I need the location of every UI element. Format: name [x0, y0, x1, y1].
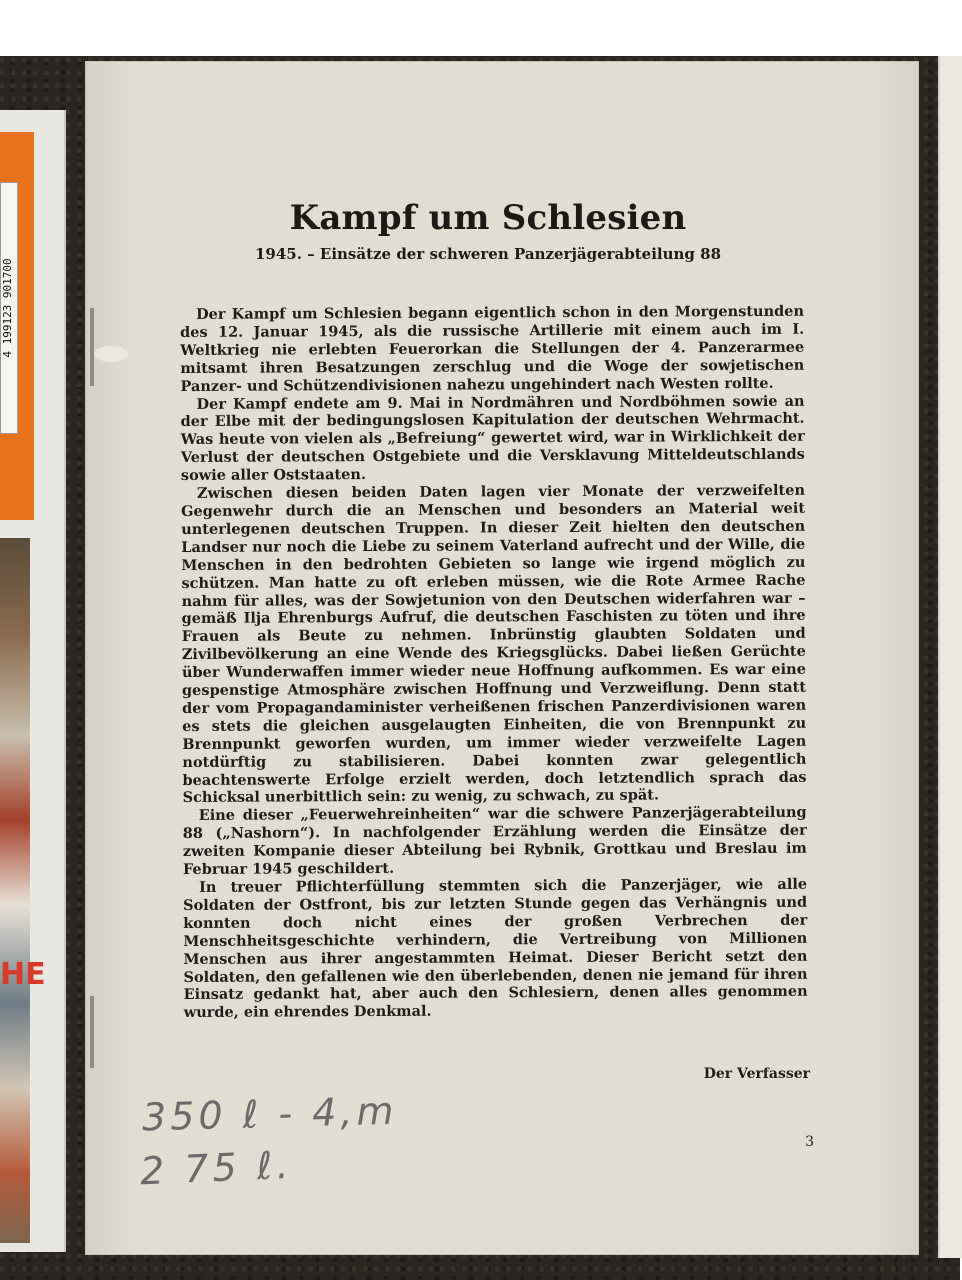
staple-bottom — [90, 996, 94, 1068]
page-subtitle: 1945. – Einsätze der schweren Panzerjägerabteilung 88 — [254, 245, 722, 263]
paragraph: Der Kampf endete am 9. Mai in Nordmähren und Nordböhmen sowie an der Elbe mit der bedingungslosen Kapitulation der deutschen Wehrmacht. Was heute von vielen als „Befreiung“ gewertet wird, war in Wirklichkeit der Verlust der deutschen Ostgebiete und die Versklavung Mitteldeutschlands sowie aller Oststaaten. — [180, 392, 805, 485]
handwritten-note: 2 75 ℓ. — [139, 1142, 294, 1194]
magazine-cover-art — [0, 538, 46, 1243]
magazine-cover-fragment: HE — [0, 957, 46, 992]
staple-tear-mark — [94, 346, 128, 362]
barcode — [0, 182, 18, 434]
paragraph: Eine dieser „Feuerwehreinheiten“ war die schwere Panzerjägerabteilung 88 („Nashorn“). In nachfolgender Erzählung werden die Einsätze der zweiten Kompanie dieser Abteilung bei Rybnik, Grottkau und Breslau im Februar 1945 geschildert. — [182, 804, 807, 879]
right-booklet-edge — [938, 56, 962, 1258]
paragraph: Zwischen diesen beiden Daten lagen vier Monate der verzweifelten Gegenwehr durch die an Menschen und besonders an Material weit unterlegenen deutschen Truppen. In dieser Zeit hielten den deutschen Landser nur noch die Liebe zu seinem Vaterland aufrecht und der Wille, die Menschen in den bedrohten Gebieten so lange wie irgend möglich zu schützen. Man hatte zu oft erleben müssen, wie die Rote Armee Rache nahm für alles, was der Sowjetunion von den Deutschen widerfahren war – gemäß Ilja Ehrenburgs Aufruf, die deutschen Faschisten zu töten und ihre Frauen als Beute zu nehmen. Inbrünstig glaubten Soldaten und Zivilbevölkerung an eine Wende des Kriegsglücks. Dabei ließen Gerüchte über Wunderwaffen immer wieder neue Hoffnung aufkommen. Es war eine gespenstige Atmosphäre zwischen Hoffnung und Verzweiflung. Denn statt der vom Propagandaminister verheißenen frischen Panzerdivisionen waren es stets die gleichen ausgelaugten Einheiten, die von Brennpunkt zu Brennpunkt geworfen wurden, um immer wieder verzweifelte Lagen notdürftig zu stabilisieren. Dabei konnten zwar gelegentlich beachtenswerte Erfolge erzielt werden, doch letztendlich sprach das Schicksal unerbittlich sein: zu wenig, zu schwach, zu spät. — [181, 481, 807, 807]
page-title: Kampf um Schlesien — [289, 198, 687, 238]
handwritten-note: 350 ℓ - 4,m — [141, 1088, 398, 1140]
paragraph: Der Kampf um Schlesien begann eigentlich schon in den Morgenstunden des 12. Januar 1945, als die russische Artillerie mit einem auch im I. Weltkrieg nie erlebten Feuerorkan die Stellungen der 4. Panzerarmee mitsamt ihren Besatzungen zerschlug und die Woge der sowjetischen Panzer- und Schützendivisionen nahezu ungehindert nach Westen rollte. — [180, 302, 805, 395]
left-magazine — [0, 110, 66, 1252]
page-number: 3 — [805, 1134, 814, 1150]
staple-top — [90, 308, 94, 386]
body-text — [180, 303, 808, 1052]
author-signature: Der Verfasser — [703, 1066, 810, 1082]
barcode-number: 4 199123 901700 — [1, 258, 14, 358]
paragraph: In treuer Pflichterfüllung stemmten sich die Panzerjäger, wie alle Soldaten der Ostfront, bis zur letzten Stunde gegen das Verhängnis und konnten doch nicht eines der großen Verbrechen der Menschheitsgeschichte verhindern, die Vertreibung von Millionen Menschen aus ihrer angestammten Heimat. Dieser Bericht setzt den Soldaten, den gefallenen wie den überlebenden, denen nie jemand für ihren Einsatz gedankt hat, aber auch den Schlesiern, denen alles genommen wurde, ein ehrendes Denkmal. — [183, 875, 808, 1022]
